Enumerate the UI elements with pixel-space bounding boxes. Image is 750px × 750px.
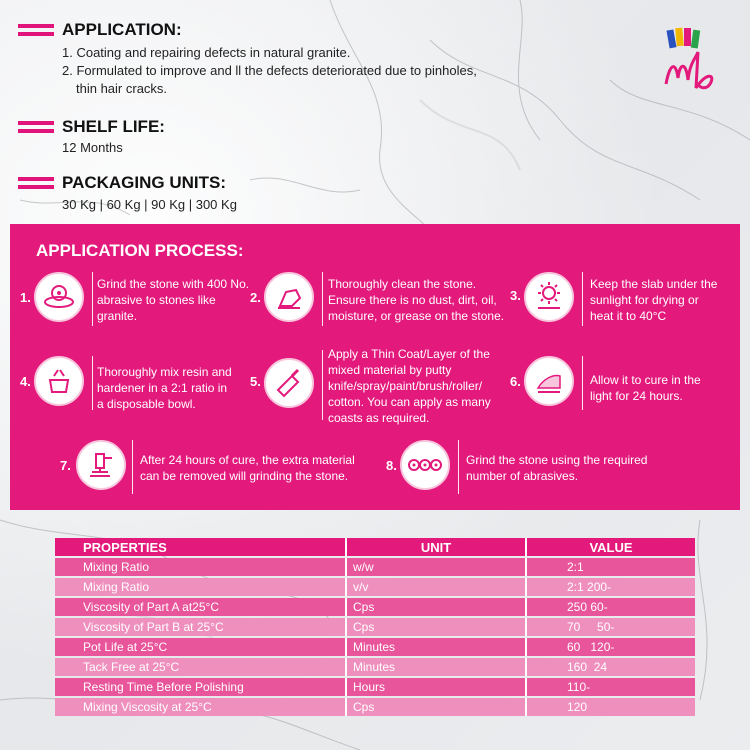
- table-row: [55, 578, 695, 596]
- curing-light-icon: [524, 356, 574, 406]
- step-text: Thoroughly clean the stone. Ensure there is no dust, dirt, oil, moisture, or grease on the stone.: [328, 277, 505, 323]
- step-divider: [582, 272, 583, 326]
- value-cell: 110-: [525, 678, 695, 696]
- sun-heat-icon: [524, 272, 574, 322]
- step-text: After 24 hours of cure, the extra material can be removed will grinding the stone.: [140, 453, 355, 483]
- unit-cell: Cps: [345, 598, 525, 616]
- application-heading: APPLICATION:: [62, 20, 182, 39]
- heading-marker: [18, 24, 54, 36]
- properties-table: [55, 536, 695, 718]
- step-text: Keep the slab under the sunlight for drying or heat it to 40°C: [590, 277, 718, 323]
- step-number: 4.: [20, 374, 31, 389]
- step-text: Grind the stone with 400 No. abrasive to stones like granite.: [97, 277, 250, 323]
- putty-knife-icon: [264, 358, 314, 408]
- unit-cell: Minutes: [345, 638, 525, 656]
- column-header: VALUE: [525, 538, 695, 556]
- application-line-1: 1. Coating and repairing defects in natural granite.: [62, 45, 351, 60]
- brand-logo: [660, 22, 720, 94]
- property-cell: Mixing Ratio: [55, 558, 345, 576]
- value-cell: 160 24: [525, 658, 695, 676]
- unit-cell: Cps: [345, 618, 525, 636]
- step-number: 2.: [250, 290, 261, 305]
- table-header-row: [55, 538, 695, 556]
- heading-marker: [18, 121, 54, 133]
- step-divider: [322, 272, 323, 326]
- step-number: 7.: [60, 458, 71, 473]
- table-row: [55, 618, 695, 636]
- unit-cell: w/w: [345, 558, 525, 576]
- step-divider: [582, 356, 583, 410]
- packaging-heading: PACKAGING UNITS:: [62, 173, 227, 192]
- step-divider: [92, 272, 93, 326]
- grinding-disc-icon: [34, 272, 84, 322]
- step-divider: [458, 440, 459, 494]
- table-row: [55, 558, 695, 576]
- table-row: [55, 638, 695, 656]
- unit-cell: Hours: [345, 678, 525, 696]
- table-row: [55, 658, 695, 676]
- property-cell: Pot Life at 25°C: [55, 638, 345, 656]
- property-cell: Tack Free at 25°C: [55, 658, 345, 676]
- application-line-3: thin hair cracks.: [76, 81, 168, 96]
- step-number: 3.: [510, 288, 521, 303]
- column-header: PROPERTIES: [55, 538, 345, 556]
- step-divider: [92, 356, 93, 410]
- heading-marker: [18, 177, 54, 189]
- step-number: 5.: [250, 374, 261, 389]
- property-cell: Resting Time Before Polishing: [55, 678, 345, 696]
- cleaning-hand-icon: [264, 272, 314, 322]
- step-number: 6.: [510, 374, 521, 389]
- shelf-life-heading: SHELF LIFE:: [62, 117, 165, 136]
- unit-cell: Cps: [345, 698, 525, 716]
- shelf-life-value: 12 Months: [62, 140, 123, 155]
- grinder-machine-icon: [76, 440, 126, 490]
- step-text: Grind the stone using the required number of abrasives.: [466, 453, 648, 483]
- property-cell: Viscosity of Part B at 25°C: [55, 618, 345, 636]
- step-number: 8.: [386, 458, 397, 473]
- packaging-value: 30 Kg | 60 Kg | 90 Kg | 300 Kg: [62, 197, 237, 212]
- application-line-2: 2. Formulated to improve and ll the defects deteriorated due to pinholes,: [62, 63, 477, 78]
- value-cell: 60 120-: [525, 638, 695, 656]
- table-row: [55, 698, 695, 716]
- process-title: APPLICATION PROCESS:: [36, 241, 244, 260]
- step-divider: [132, 440, 133, 494]
- value-cell: 120: [525, 698, 695, 716]
- mixing-bowl-icon: [34, 356, 84, 406]
- unit-cell: v/v: [345, 578, 525, 596]
- value-cell: 250 60-: [525, 598, 695, 616]
- table-row: [55, 598, 695, 616]
- unit-cell: Minutes: [345, 658, 525, 676]
- table-row: [55, 678, 695, 696]
- value-cell: 2:1 200-: [525, 578, 695, 596]
- property-cell: Mixing Ratio: [55, 578, 345, 596]
- column-header: UNIT: [345, 538, 525, 556]
- property-cell: Mixing Viscosity at 25°C: [55, 698, 345, 716]
- step-divider: [322, 350, 323, 420]
- step-number: 1.: [20, 290, 31, 305]
- step-text: Thoroughly mix resin and hardener in a 2:1 ratio in a disposable bowl.: [97, 365, 232, 411]
- abrasive-discs-icon: [400, 440, 450, 490]
- property-cell: Viscosity of Part A at25°C: [55, 598, 345, 616]
- value-cell: 70 50-: [525, 618, 695, 636]
- step-text: Apply a Thin Coat/Layer of the mixed material by putty knife/spray/paint/brush/roller/ cotton. You can apply as many coasts as required.: [328, 347, 491, 425]
- value-cell: 2:1: [525, 558, 695, 576]
- step-text: Allow it to cure in the light for 24 hours.: [590, 373, 701, 403]
